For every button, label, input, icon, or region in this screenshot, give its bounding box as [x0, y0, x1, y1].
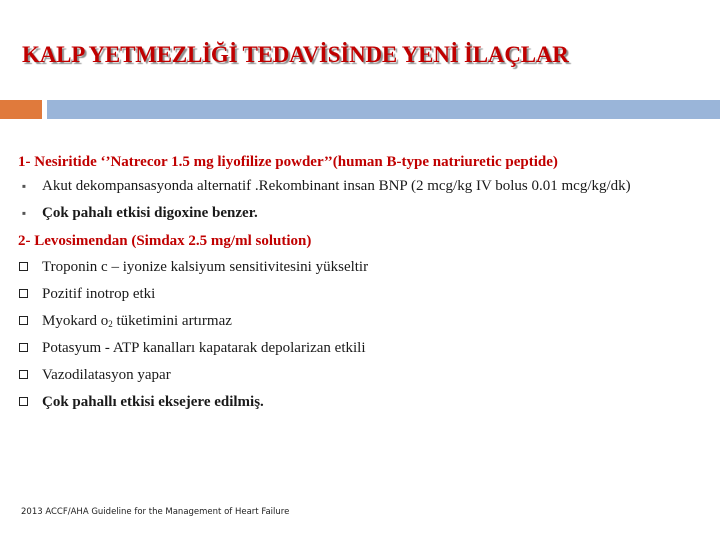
list-item-text: Vazodilatasyon yapar	[42, 367, 171, 383]
title-accent-bar-left	[0, 100, 42, 119]
list-item	[18, 256, 693, 278]
list-item-text-prefix: Myokard o	[42, 313, 109, 329]
footnote-reference: 2013 ACCF/AHA Guideline for the Management of Heart Failure	[21, 507, 290, 517]
list-item-text: Troponin c – iyonize kalsiyum sensitivitesini yükseltir	[42, 259, 369, 275]
list-item	[18, 337, 693, 359]
list-item	[18, 175, 693, 197]
title-accent-bar-right	[47, 100, 720, 119]
square-bullet-icon	[19, 262, 28, 271]
square-bullet-icon	[19, 370, 28, 379]
list-item-text: Çok pahallı etkisi eksejere edilmiş.	[42, 394, 264, 410]
list-item	[18, 364, 693, 386]
list-item	[18, 283, 693, 305]
oxygen-subscript: 2	[108, 319, 113, 329]
dot-bullet-icon: ▪	[21, 179, 27, 193]
square-bullet-icon	[19, 289, 28, 298]
slide-title: KALP YETMEZLİĞİ TEDAVİSİNDE YENİ İLAÇLAR	[22, 42, 569, 67]
list-item-text: Akut dekompansasyonda alternatif .Rekombinant insan BNP (2 mcg/kg IV bolus 0.01 mcg/kg/dk)	[42, 178, 631, 194]
section-heading-levosimendan: 2- Levosimendan (Simdax 2.5 mg/ml solution)	[18, 233, 312, 249]
square-bullet-icon	[19, 343, 28, 352]
square-bullet-icon	[19, 397, 28, 406]
list-item	[18, 310, 693, 332]
list-item-text: Potasyum - ATP kanalları kapatarak depolarizan etkili	[42, 340, 366, 356]
list-item-text-suffix: tüketimini artırmaz	[112, 313, 232, 329]
slide-content	[18, 151, 693, 418]
square-bullet-icon	[19, 316, 28, 325]
list-item-text: Çok pahalı etkisi digoxine benzer.	[42, 205, 258, 221]
section-heading-nesiritide: 1- Nesiritide ‘’Natrecor 1.5 mg liyofilize powder’’(human B-type natriuretic peptide)	[18, 154, 558, 170]
list-item-text: Pozitif inotrop etki	[42, 286, 156, 302]
list-item	[18, 202, 693, 224]
dot-bullet-icon: ▪	[21, 206, 27, 220]
list-item	[18, 391, 693, 413]
